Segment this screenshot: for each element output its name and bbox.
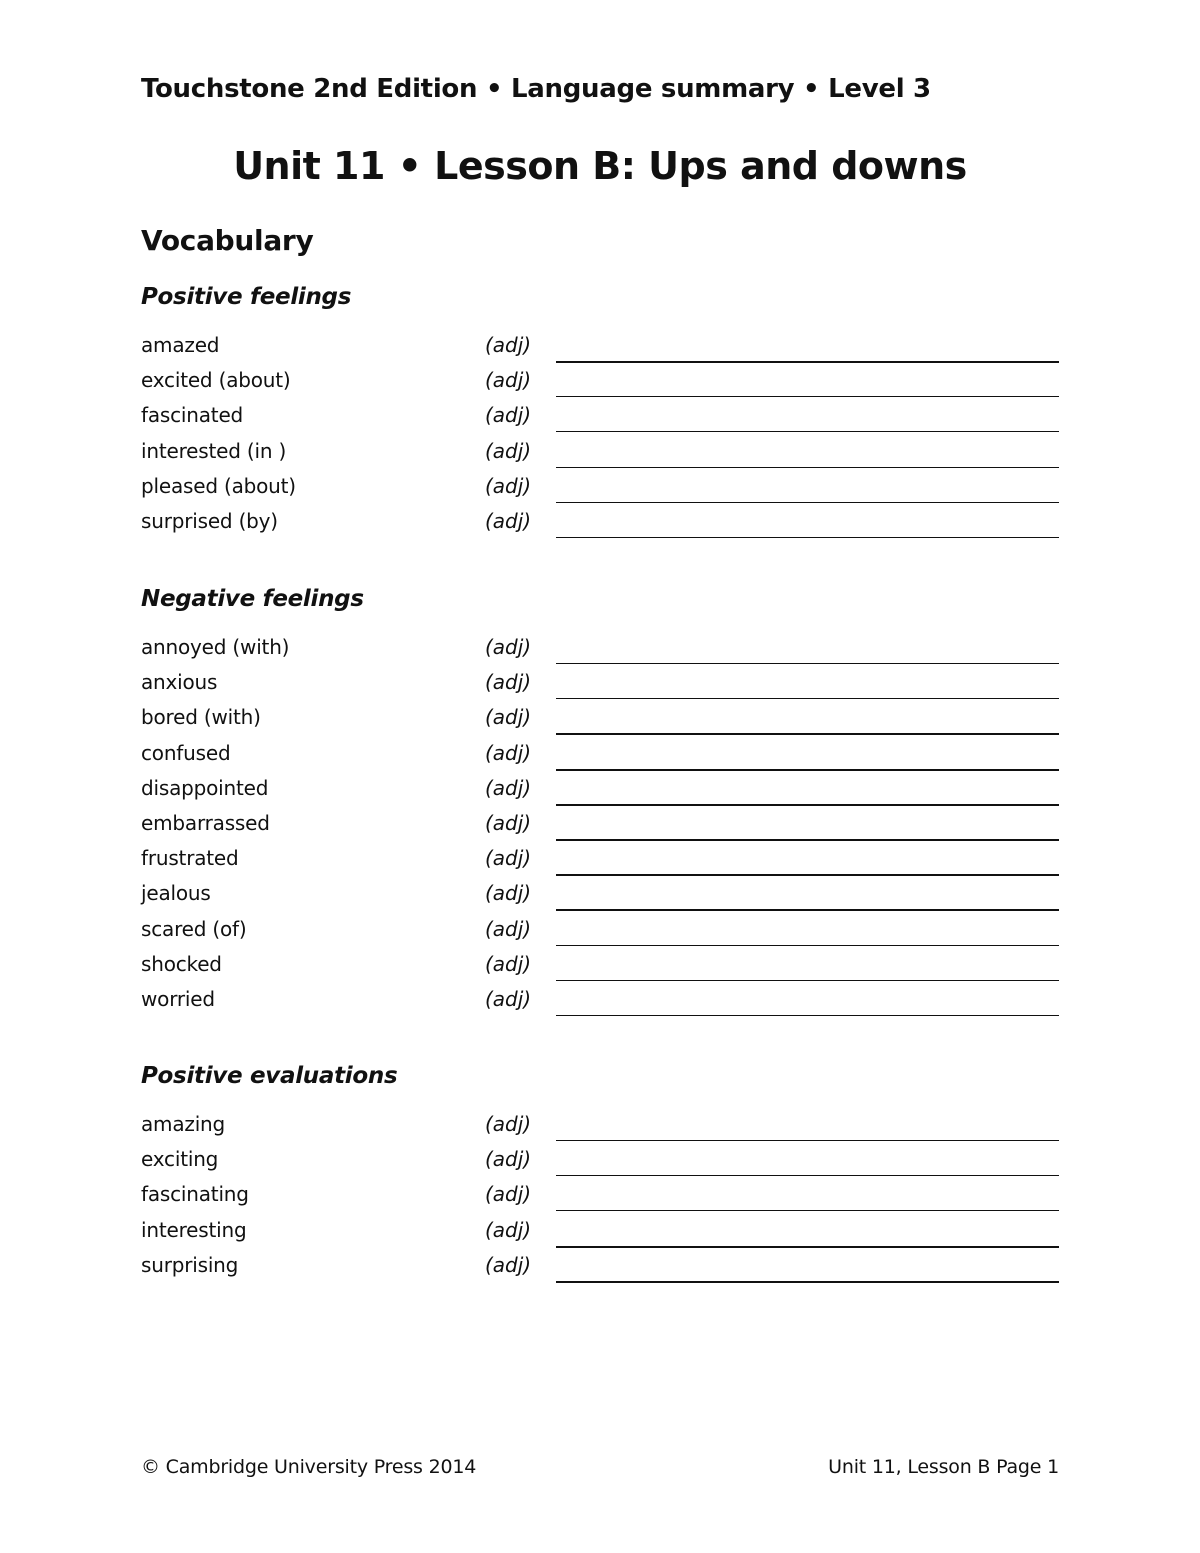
answer-line xyxy=(556,1281,1059,1283)
answer-line xyxy=(556,698,1059,699)
part-of-speech: (adj) xyxy=(485,986,532,1011)
vocab-entry xyxy=(141,878,1059,913)
vocab-word: amazed xyxy=(141,333,220,357)
vocab-word: surprising xyxy=(141,1252,239,1277)
answer-line xyxy=(556,909,1059,911)
vocab-entry xyxy=(141,773,1059,808)
vocab-entry xyxy=(141,1215,1059,1250)
part-of-speech: (adj) xyxy=(485,810,532,835)
vocab-entry xyxy=(141,400,1059,435)
page-title: Unit 11 • Lesson B: Ups and downs xyxy=(233,144,967,188)
vocab-entry xyxy=(141,1109,1059,1144)
vocab-word: annoyed (with) xyxy=(141,635,290,659)
part-of-speech: (adj) xyxy=(485,1252,532,1277)
part-of-speech: (adj) xyxy=(485,1112,532,1136)
vocab-entry xyxy=(141,914,1059,949)
answer-line xyxy=(556,874,1059,876)
vocab-entry xyxy=(141,1250,1059,1285)
part-of-speech: (adj) xyxy=(485,951,532,976)
part-of-speech: (adj) xyxy=(485,368,532,393)
vocab-entry xyxy=(141,738,1059,773)
section-negative-feelings xyxy=(141,584,1059,1019)
vocab-word: excited (about) xyxy=(141,368,291,393)
vocab-word: fascinated xyxy=(141,403,244,428)
vocab-entry xyxy=(141,506,1059,541)
part-of-speech: (adj) xyxy=(485,881,532,906)
vocab-word: frustrated xyxy=(141,846,239,871)
section-title: Positive feelings xyxy=(141,284,352,310)
vocab-word: exciting xyxy=(141,1147,219,1172)
vocab-entry xyxy=(141,330,1059,365)
vocab-word: scared (of) xyxy=(141,916,247,941)
vocab-entry xyxy=(141,702,1059,737)
answer-line xyxy=(556,502,1059,503)
vocab-word: bored (with) xyxy=(141,705,261,730)
part-of-speech: (adj) xyxy=(485,916,532,941)
vocab-word: fascinating xyxy=(141,1182,249,1207)
vocab-word: disappointed xyxy=(141,775,269,800)
vocab-word: shocked xyxy=(141,951,222,976)
part-of-speech: (adj) xyxy=(485,473,532,498)
vocab-word: interested (in ) xyxy=(141,438,287,463)
vocab-word: pleased (about) xyxy=(141,473,296,498)
vocab-word: worried xyxy=(141,986,215,1011)
vocab-word: confused xyxy=(141,740,231,765)
part-of-speech: (adj) xyxy=(485,775,532,800)
vocab-entry xyxy=(141,436,1059,471)
vocab-entry xyxy=(141,1179,1059,1214)
part-of-speech: (adj) xyxy=(485,508,532,533)
answer-line xyxy=(556,1246,1059,1248)
part-of-speech: (adj) xyxy=(485,1217,532,1242)
part-of-speech: (adj) xyxy=(485,1147,532,1172)
vocab-entry xyxy=(141,843,1059,878)
answer-line xyxy=(556,396,1059,397)
section-positive-evaluations xyxy=(141,1061,1059,1285)
vocab-entry xyxy=(141,365,1059,400)
section-title: Negative feelings xyxy=(141,586,364,612)
answer-line xyxy=(556,467,1059,468)
answer-line xyxy=(556,663,1059,664)
answer-line xyxy=(556,769,1059,771)
part-of-speech: (adj) xyxy=(485,846,532,871)
vocab-word: jealous xyxy=(141,881,211,906)
vocabulary-heading: Vocabulary xyxy=(141,224,314,257)
part-of-speech: (adj) xyxy=(485,403,532,428)
part-of-speech: (adj) xyxy=(485,705,532,730)
answer-line xyxy=(556,1175,1059,1176)
vocab-word: embarrassed xyxy=(141,810,270,835)
answer-line xyxy=(556,537,1059,538)
answer-line xyxy=(556,1140,1059,1141)
answer-line xyxy=(556,839,1059,841)
answer-line xyxy=(556,804,1059,806)
answer-line xyxy=(556,361,1059,363)
answer-line xyxy=(556,733,1059,735)
copyright-notice: © Cambridge University Press 2014 xyxy=(141,1456,477,1478)
answer-line xyxy=(556,431,1059,432)
page-label: Unit 11, Lesson B Page 1 xyxy=(828,1456,1059,1478)
document-header: Touchstone 2nd Edition • Language summary • Level 3 xyxy=(141,74,931,104)
part-of-speech: (adj) xyxy=(485,438,532,463)
vocab-word: interesting xyxy=(141,1217,247,1242)
answer-line xyxy=(556,1210,1059,1211)
part-of-speech: (adj) xyxy=(485,740,532,765)
vocab-entry xyxy=(141,808,1059,843)
vocab-entry xyxy=(141,984,1059,1019)
vocab-word: amazing xyxy=(141,1112,226,1136)
answer-line xyxy=(556,945,1059,946)
vocab-word: surprised (by) xyxy=(141,508,278,533)
vocab-entry xyxy=(141,1144,1059,1179)
part-of-speech: (adj) xyxy=(485,635,532,659)
answer-line xyxy=(556,1015,1059,1016)
part-of-speech: (adj) xyxy=(485,1182,532,1207)
part-of-speech: (adj) xyxy=(485,670,532,695)
vocab-word: anxious xyxy=(141,670,218,695)
section-title: Positive evaluations xyxy=(141,1063,398,1089)
vocab-entry xyxy=(141,667,1059,702)
answer-line xyxy=(556,980,1059,981)
vocab-entry xyxy=(141,632,1059,667)
vocab-entry xyxy=(141,949,1059,984)
part-of-speech: (adj) xyxy=(485,333,532,357)
section-positive-feelings xyxy=(141,282,1059,541)
vocab-entry xyxy=(141,471,1059,506)
